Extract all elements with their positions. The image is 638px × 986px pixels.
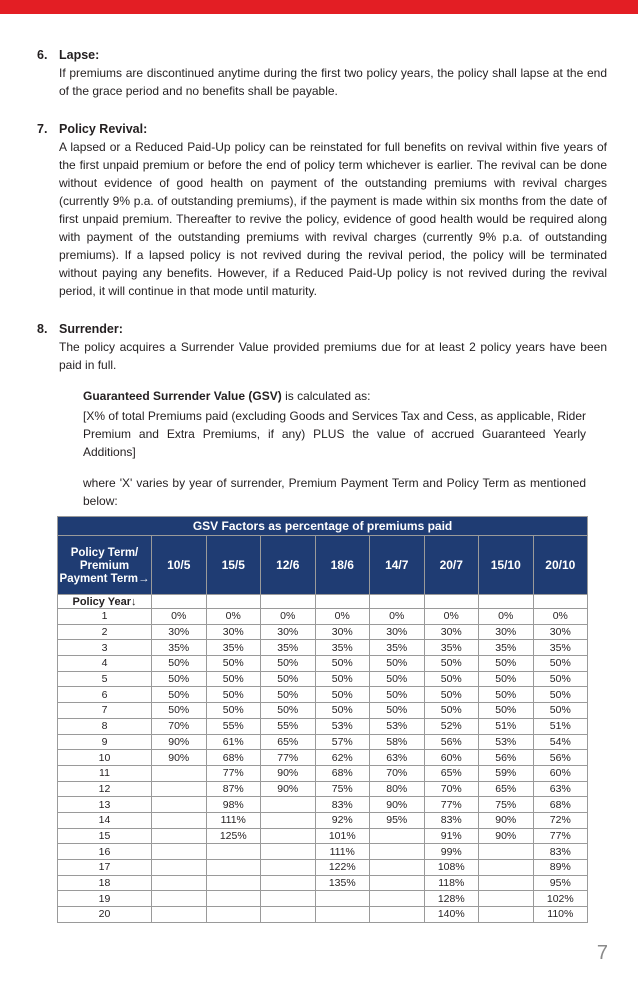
gsv-factor-cell: 35% [479,640,534,656]
gsv-factor-cell: 62% [315,750,370,766]
gsv-factor-cell: 59% [479,765,534,781]
gsv-factor-cell: 50% [424,687,479,703]
policy-year-cell: 10 [58,750,152,766]
gsv-factor-cell [152,891,207,907]
gsv-factor-cell: 51% [479,718,534,734]
table-row [58,718,588,734]
gsv-factor-cell: 50% [370,656,425,672]
gsv-factor-cell: 60% [424,750,479,766]
gsv-factor-cell: 83% [533,844,588,860]
gsv-factor-cell: 98% [206,797,261,813]
gsv-factor-cell [370,907,425,923]
gsv-factor-cell: 50% [261,671,316,687]
gsv-factor-cell: 95% [533,875,588,891]
gsv-factor-cell: 68% [533,797,588,813]
gsv-formula: [X% of total Premiums paid (excluding Goods and Services Tax and Cess, as applicable, Rider Premium and Extra Premiums, if any) PLUS the value of accrued Guaranteed Yearly Additions] [83,409,586,459]
gsv-factor-cell [152,812,207,828]
gsv-definition [83,387,586,405]
corner-header: Policy Term/ Premium Payment Term→ [58,536,152,595]
gsv-factor-cell [152,781,207,797]
column-header: 15/10 [479,536,534,595]
gsv-factor-cell: 50% [424,703,479,719]
gsv-factors-table [57,516,588,923]
gsv-factor-cell: 50% [152,656,207,672]
gsv-factor-cell: 111% [206,812,261,828]
policy-year-cell: 2 [58,624,152,640]
section-body: A lapsed or a Reduced Paid-Up policy can be reinstated for full benefits on revival within five years of the first unpaid premium or before the end of policy term whichever is earlier. The revival can be done without evidence of good health on payment of the outstanding premiums with revival charges (currently 9% p.a. of outstanding premiums), if the payment is made within six months from the date of first unpaid premium. Thereafter to revive the policy, evidence of good health would be required along with payment of the outstanding premiums with revival charges (currently 9% p.a. of outstanding premiums). If a lapsed policy is not revived during the revival period, the policy will be terminated without paying any benefits. However, if a Reduced Paid-Up policy is not revived during the revival period, it will continue in that mode until maturity. [59,140,607,298]
gsv-where-note: where 'X' varies by year of surrender, Premium Payment Term and Policy Term as mentioned below: [83,476,586,508]
gsv-factor-cell: 30% [261,624,316,640]
gsv-factor-cell: 92% [315,812,370,828]
section-policy-revival [37,120,607,300]
gsv-factor-cell: 0% [370,609,425,625]
policy-year-cell: 19 [58,891,152,907]
gsv-factor-cell: 50% [315,671,370,687]
gsv-factor-cell: 50% [533,671,588,687]
policy-year-cell: 7 [58,703,152,719]
gsv-factor-cell [261,812,316,828]
gsv-factor-cell: 90% [261,781,316,797]
column-header: 20/7 [424,536,479,595]
gsv-factor-cell [152,844,207,860]
gsv-label-suffix: is calculated as: [281,389,371,403]
gsv-factor-cell: 50% [206,656,261,672]
gsv-factor-cell: 83% [315,797,370,813]
gsv-factor-cell: 56% [479,750,534,766]
table-row [58,765,588,781]
gsv-factor-cell: 108% [424,860,479,876]
gsv-factor-cell [370,844,425,860]
table-row [58,907,588,923]
gsv-factor-cell [152,797,207,813]
gsv-factor-cell: 50% [424,671,479,687]
gsv-factor-cell: 30% [315,624,370,640]
gsv-factor-cell [261,828,316,844]
top-accent-bar [0,0,638,14]
gsv-factor-cell [479,844,534,860]
table-row [58,891,588,907]
policy-year-cell: 9 [58,734,152,750]
gsv-factor-cell [261,875,316,891]
gsv-factor-cell: 35% [315,640,370,656]
gsv-factor-cell: 101% [315,828,370,844]
policy-year-cell: 4 [58,656,152,672]
gsv-factor-cell: 30% [533,624,588,640]
table-row [58,687,588,703]
section-title: Policy Revival: [59,122,148,136]
policy-year-cell: 5 [58,671,152,687]
gsv-factor-cell: 0% [533,609,588,625]
gsv-factor-cell: 35% [261,640,316,656]
gsv-factor-cell: 50% [152,671,207,687]
gsv-factor-cell: 0% [479,609,534,625]
gsv-factor-cell: 50% [206,703,261,719]
gsv-factor-cell: 125% [206,828,261,844]
gsv-factor-cell [206,907,261,923]
gsv-factor-cell: 50% [315,656,370,672]
gsv-factor-cell [206,844,261,860]
policy-year-cell: 16 [58,844,152,860]
table-row [58,750,588,766]
gsv-factor-cell: 50% [370,687,425,703]
gsv-factor-cell: 102% [533,891,588,907]
gsv-factor-cell: 30% [479,624,534,640]
section-body: If premiums are discontinued anytime during the first two policy years, the policy shall lapse at the end of the grace period and no benefits shall be payable. [59,66,607,98]
gsv-label: Guaranteed Surrender Value (GSV) [83,389,282,403]
policy-year-cell: 8 [58,718,152,734]
gsv-factor-cell [206,860,261,876]
column-header: 12/6 [261,536,316,595]
gsv-factor-cell: 90% [479,812,534,828]
gsv-factor-cell: 75% [479,797,534,813]
gsv-factor-cell: 95% [370,812,425,828]
policy-year-cell: 12 [58,781,152,797]
gsv-factor-cell: 50% [533,703,588,719]
gsv-factor-cell [315,891,370,907]
gsv-factor-cell: 70% [424,781,479,797]
gsv-factor-cell: 35% [424,640,479,656]
section-title: Lapse: [59,48,100,62]
policy-year-cell: 6 [58,687,152,703]
gsv-factor-cell: 50% [424,656,479,672]
gsv-factor-cell [261,844,316,860]
policy-year-cell: 20 [58,907,152,923]
gsv-factor-cell: 53% [479,734,534,750]
gsv-factor-cell: 90% [152,734,207,750]
gsv-factor-cell: 50% [370,671,425,687]
gsv-factor-cell: 50% [206,671,261,687]
table-row [58,812,588,828]
section-number: 6. [37,48,48,62]
gsv-factor-cell: 77% [206,765,261,781]
gsv-factor-cell: 53% [370,718,425,734]
policy-year-cell: 14 [58,812,152,828]
gsv-factor-cell [152,875,207,891]
gsv-factor-cell: 90% [479,828,534,844]
gsv-factor-cell: 83% [424,812,479,828]
gsv-factor-cell [152,828,207,844]
gsv-factor-cell: 53% [315,718,370,734]
gsv-factor-cell: 77% [261,750,316,766]
gsv-factor-cell: 0% [261,609,316,625]
gsv-factor-cell: 50% [152,703,207,719]
column-header: 15/5 [206,536,261,595]
gsv-factor-cell [479,875,534,891]
column-header: 20/10 [533,536,588,595]
gsv-factor-cell: 50% [479,687,534,703]
gsv-factor-cell [206,891,261,907]
gsv-factor-cell: 56% [533,750,588,766]
gsv-factor-cell: 75% [315,781,370,797]
gsv-factor-cell [370,891,425,907]
section-number: 7. [37,122,48,136]
gsv-factor-cell: 63% [533,781,588,797]
gsv-factor-cell: 77% [424,797,479,813]
table-title: GSV Factors as percentage of premiums paid [58,517,588,536]
gsv-factor-cell: 91% [424,828,479,844]
gsv-factor-cell: 72% [533,812,588,828]
gsv-factor-cell: 30% [206,624,261,640]
policy-year-cell: 18 [58,875,152,891]
gsv-factor-cell: 65% [479,781,534,797]
section-number: 8. [37,322,48,336]
section-lapse [37,46,607,100]
policy-year-cell: 17 [58,860,152,876]
gsv-factor-cell: 50% [533,656,588,672]
table-body [58,609,588,923]
gsv-factor-cell: 50% [261,687,316,703]
gsv-factor-cell: 58% [370,734,425,750]
gsv-factor-cell: 80% [370,781,425,797]
gsv-factor-cell: 128% [424,891,479,907]
gsv-factor-cell: 50% [261,703,316,719]
gsv-factor-cell: 60% [533,765,588,781]
gsv-factor-cell: 54% [533,734,588,750]
table-row [58,860,588,876]
table-row [58,844,588,860]
gsv-factor-cell: 110% [533,907,588,923]
gsv-factor-cell: 0% [152,609,207,625]
gsv-factor-cell: 50% [206,687,261,703]
gsv-factor-cell [315,907,370,923]
gsv-factor-cell: 0% [424,609,479,625]
table-row [58,734,588,750]
table-row [58,640,588,656]
column-header: 18/6 [315,536,370,595]
gsv-factor-cell: 99% [424,844,479,860]
gsv-factor-cell: 90% [370,797,425,813]
gsv-factor-cell: 30% [424,624,479,640]
section-body: The policy acquires a Surrender Value provided premiums due for at least 2 policy years have been paid in full. [59,340,607,372]
section-surrender [37,320,607,374]
table-row [58,797,588,813]
gsv-factor-cell: 52% [424,718,479,734]
gsv-factor-cell [479,860,534,876]
gsv-factor-cell: 90% [261,765,316,781]
gsv-factor-cell [370,860,425,876]
gsv-factor-cell: 118% [424,875,479,891]
gsv-factor-cell [479,891,534,907]
gsv-factor-cell: 70% [152,718,207,734]
gsv-factor-cell: 50% [152,687,207,703]
gsv-factor-cell: 35% [206,640,261,656]
gsv-factor-cell [152,860,207,876]
table-row [58,671,588,687]
gsv-factor-cell: 50% [479,703,534,719]
column-header: 14/7 [370,536,425,595]
gsv-factor-cell: 63% [370,750,425,766]
table-row [58,781,588,797]
page-number: 7 [596,942,608,964]
table-row [58,828,588,844]
gsv-factor-cell: 35% [370,640,425,656]
gsv-factor-cell: 51% [533,718,588,734]
gsv-factor-cell: 61% [206,734,261,750]
gsv-factor-cell: 50% [479,656,534,672]
gsv-factor-cell: 50% [315,687,370,703]
gsv-factor-cell: 50% [479,671,534,687]
gsv-factor-cell: 77% [533,828,588,844]
table-row [58,703,588,719]
gsv-factor-cell: 50% [261,656,316,672]
gsv-factor-cell: 89% [533,860,588,876]
gsv-factor-cell: 70% [370,765,425,781]
policy-year-cell: 1 [58,609,152,625]
gsv-factor-cell: 35% [533,640,588,656]
policy-year-cell: 13 [58,797,152,813]
table-row [58,609,588,625]
gsv-factor-cell: 140% [424,907,479,923]
table-header-row [58,536,588,595]
gsv-factor-cell [370,875,425,891]
column-header: 10/5 [152,536,207,595]
gsv-factor-cell: 35% [152,640,207,656]
gsv-factor-cell: 30% [370,624,425,640]
policy-year-cell: 15 [58,828,152,844]
gsv-factor-cell: 50% [370,703,425,719]
gsv-factor-cell: 65% [261,734,316,750]
policy-year-cell: 11 [58,765,152,781]
table-row [58,875,588,891]
policy-year-cell: 3 [58,640,152,656]
gsv-factor-cell: 56% [424,734,479,750]
gsv-factor-cell: 68% [315,765,370,781]
gsv-factor-cell: 57% [315,734,370,750]
gsv-factor-cell [370,828,425,844]
row-header-label: Policy Year↓ [58,595,152,609]
table-row [58,624,588,640]
gsv-factor-cell: 65% [424,765,479,781]
gsv-factor-cell [152,765,207,781]
gsv-factor-cell [479,907,534,923]
gsv-factor-cell: 68% [206,750,261,766]
section-title: Surrender: [59,322,123,336]
gsv-factor-cell: 0% [206,609,261,625]
gsv-factor-cell: 30% [152,624,207,640]
gsv-factor-cell: 50% [315,703,370,719]
gsv-factor-cell: 87% [206,781,261,797]
gsv-factor-cell [152,907,207,923]
gsv-factor-cell: 55% [206,718,261,734]
gsv-factor-cell [261,860,316,876]
gsv-factor-cell: 55% [261,718,316,734]
gsv-factor-cell: 135% [315,875,370,891]
gsv-factor-cell [261,797,316,813]
gsv-factor-cell: 111% [315,844,370,860]
table-row [58,656,588,672]
gsv-factor-cell: 0% [315,609,370,625]
gsv-factor-cell: 50% [533,687,588,703]
gsv-factor-cell [261,891,316,907]
gsv-factor-cell: 90% [152,750,207,766]
gsv-factor-cell [206,875,261,891]
gsv-factor-cell [261,907,316,923]
gsv-factor-cell: 122% [315,860,370,876]
